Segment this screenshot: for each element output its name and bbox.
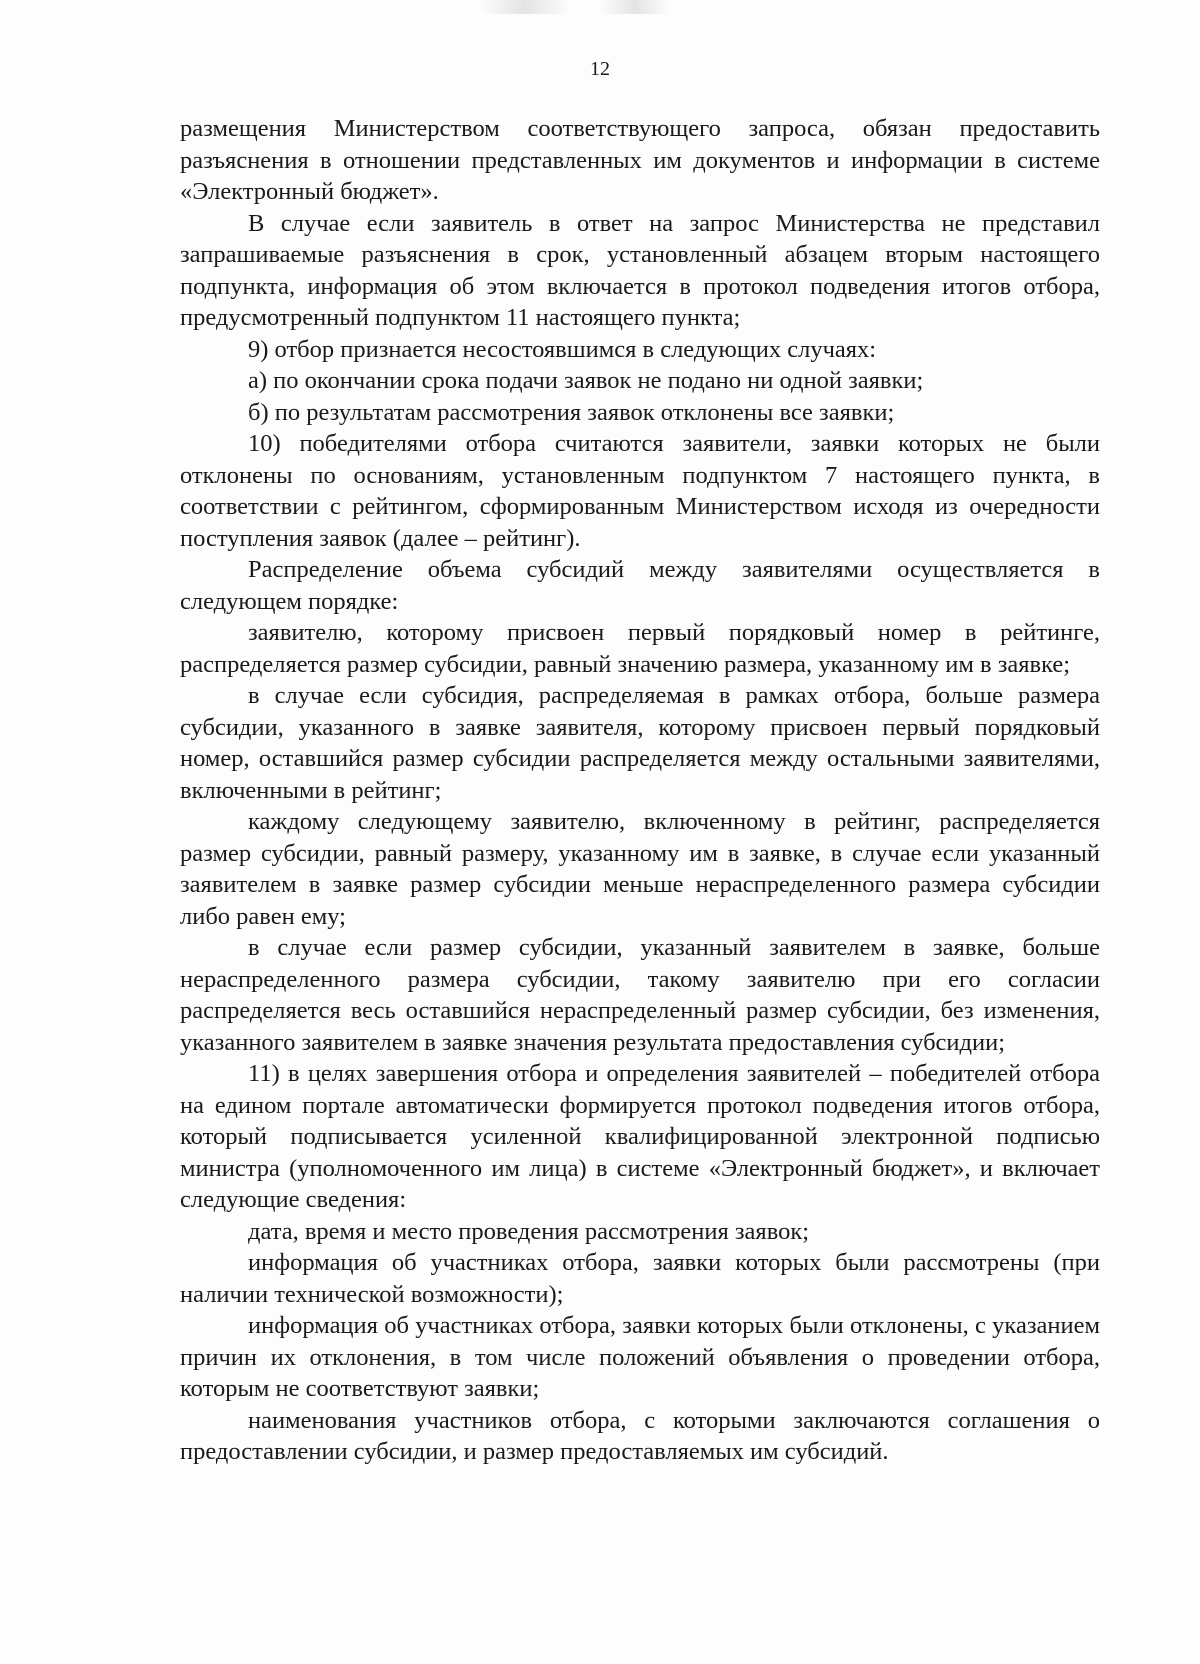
paragraph: в случае если размер субсидии, указанный заявителем в заявке, больше нераспределенного размера субсидии, такому заявителю при его согласии распределяется весь оставшийся нераспределенный размер субсидии, без изменения, указанного заявителем в заявке значения результата предоставления субсидии; [180, 934, 1100, 1056]
paragraph: наименования участников отбора, с которыми заключаются соглашения о предоставлении субсидии, и размер предоставляемых им субсидий. [180, 1406, 1100, 1465]
paragraph: заявителю, которому присвоен первый порядковый номер в рейтинге, распределяется размер субсидии, равный значению размера, указанному им в заявке; [180, 619, 1100, 678]
paragraph: 11) в целях завершения отбора и определения заявителей – победителей отбора на едином портале автоматически формируется протокол подведения итогов отбора, который подписывается усиленной квалифицированной электронной подписью министра (уполномоченного им лица) в системе «Электронный бюджет», и включает следующие сведения: [180, 1060, 1100, 1213]
scan-artifact [480, 0, 570, 14]
paragraph: Распределение объема субсидий между заявителями осуществляется в следующем порядке: [180, 556, 1100, 615]
page-number: 12 [590, 58, 610, 80]
paragraph: информация об участниках отбора, заявки которых были рассмотрены (при наличии технической возможности); [180, 1249, 1100, 1308]
paragraph: 10) победителями отбора считаются заявители, заявки которых не были отклонены по основаниям, установленным подпунктом 7 настоящего пункта, в соответствии с рейтингом, сформированным Министерством исходя из очередности поступления заявок (далее – рейтинг). [180, 430, 1100, 552]
scan-artifact [600, 0, 670, 14]
paragraph: В случае если заявитель в ответ на запрос Министерства не представил запрашиваемые разъяснения в срок, установленный абзацем вторым настоящего подпункта, информация об этом включается в протокол подведения итогов отбора, предусмотренный подпунктом 11 настоящего пункта; [180, 209, 1100, 331]
paragraph: 9) отбор признается несостоявшимся в следующих случаях: [248, 335, 877, 363]
paragraph: дата, время и место проведения рассмотрения заявок; [248, 1217, 810, 1245]
paragraph: каждому следующему заявителю, включенному в рейтинг, распределяется размер субсидии, равный размеру, указанному им в заявке, в случае если указанный заявителем в заявке размер субсидии меньше нераспределенного размера субсидии либо равен ему; [180, 808, 1100, 930]
paragraph: в случае если субсидия, распределяемая в рамках отбора, больше размера субсидии, указанного в заявке заявителя, которому присвоен первый порядковый номер, оставшийся размер субсидии распределяется между остальными заявителями, включенными в рейтинг; [180, 682, 1100, 804]
document-body [180, 113, 1100, 1468]
paragraph: размещения Министерством соответствующего запроса, обязан предоставить разъяснения в отношении представленных им документов и информации в системе «Электронный бюджет». [180, 115, 1100, 205]
paragraph: а) по окончании срока подачи заявок не подано ни одной заявки; [248, 367, 924, 394]
paragraph: б) по результатам рассмотрения заявок отклонены все заявки; [248, 398, 895, 426]
paragraph: информация об участниках отбора, заявки которых были отклонены, с указанием причин их отклонения, в том числе положений объявления о проведении отбора, которым не соответствуют заявки; [180, 1312, 1100, 1402]
